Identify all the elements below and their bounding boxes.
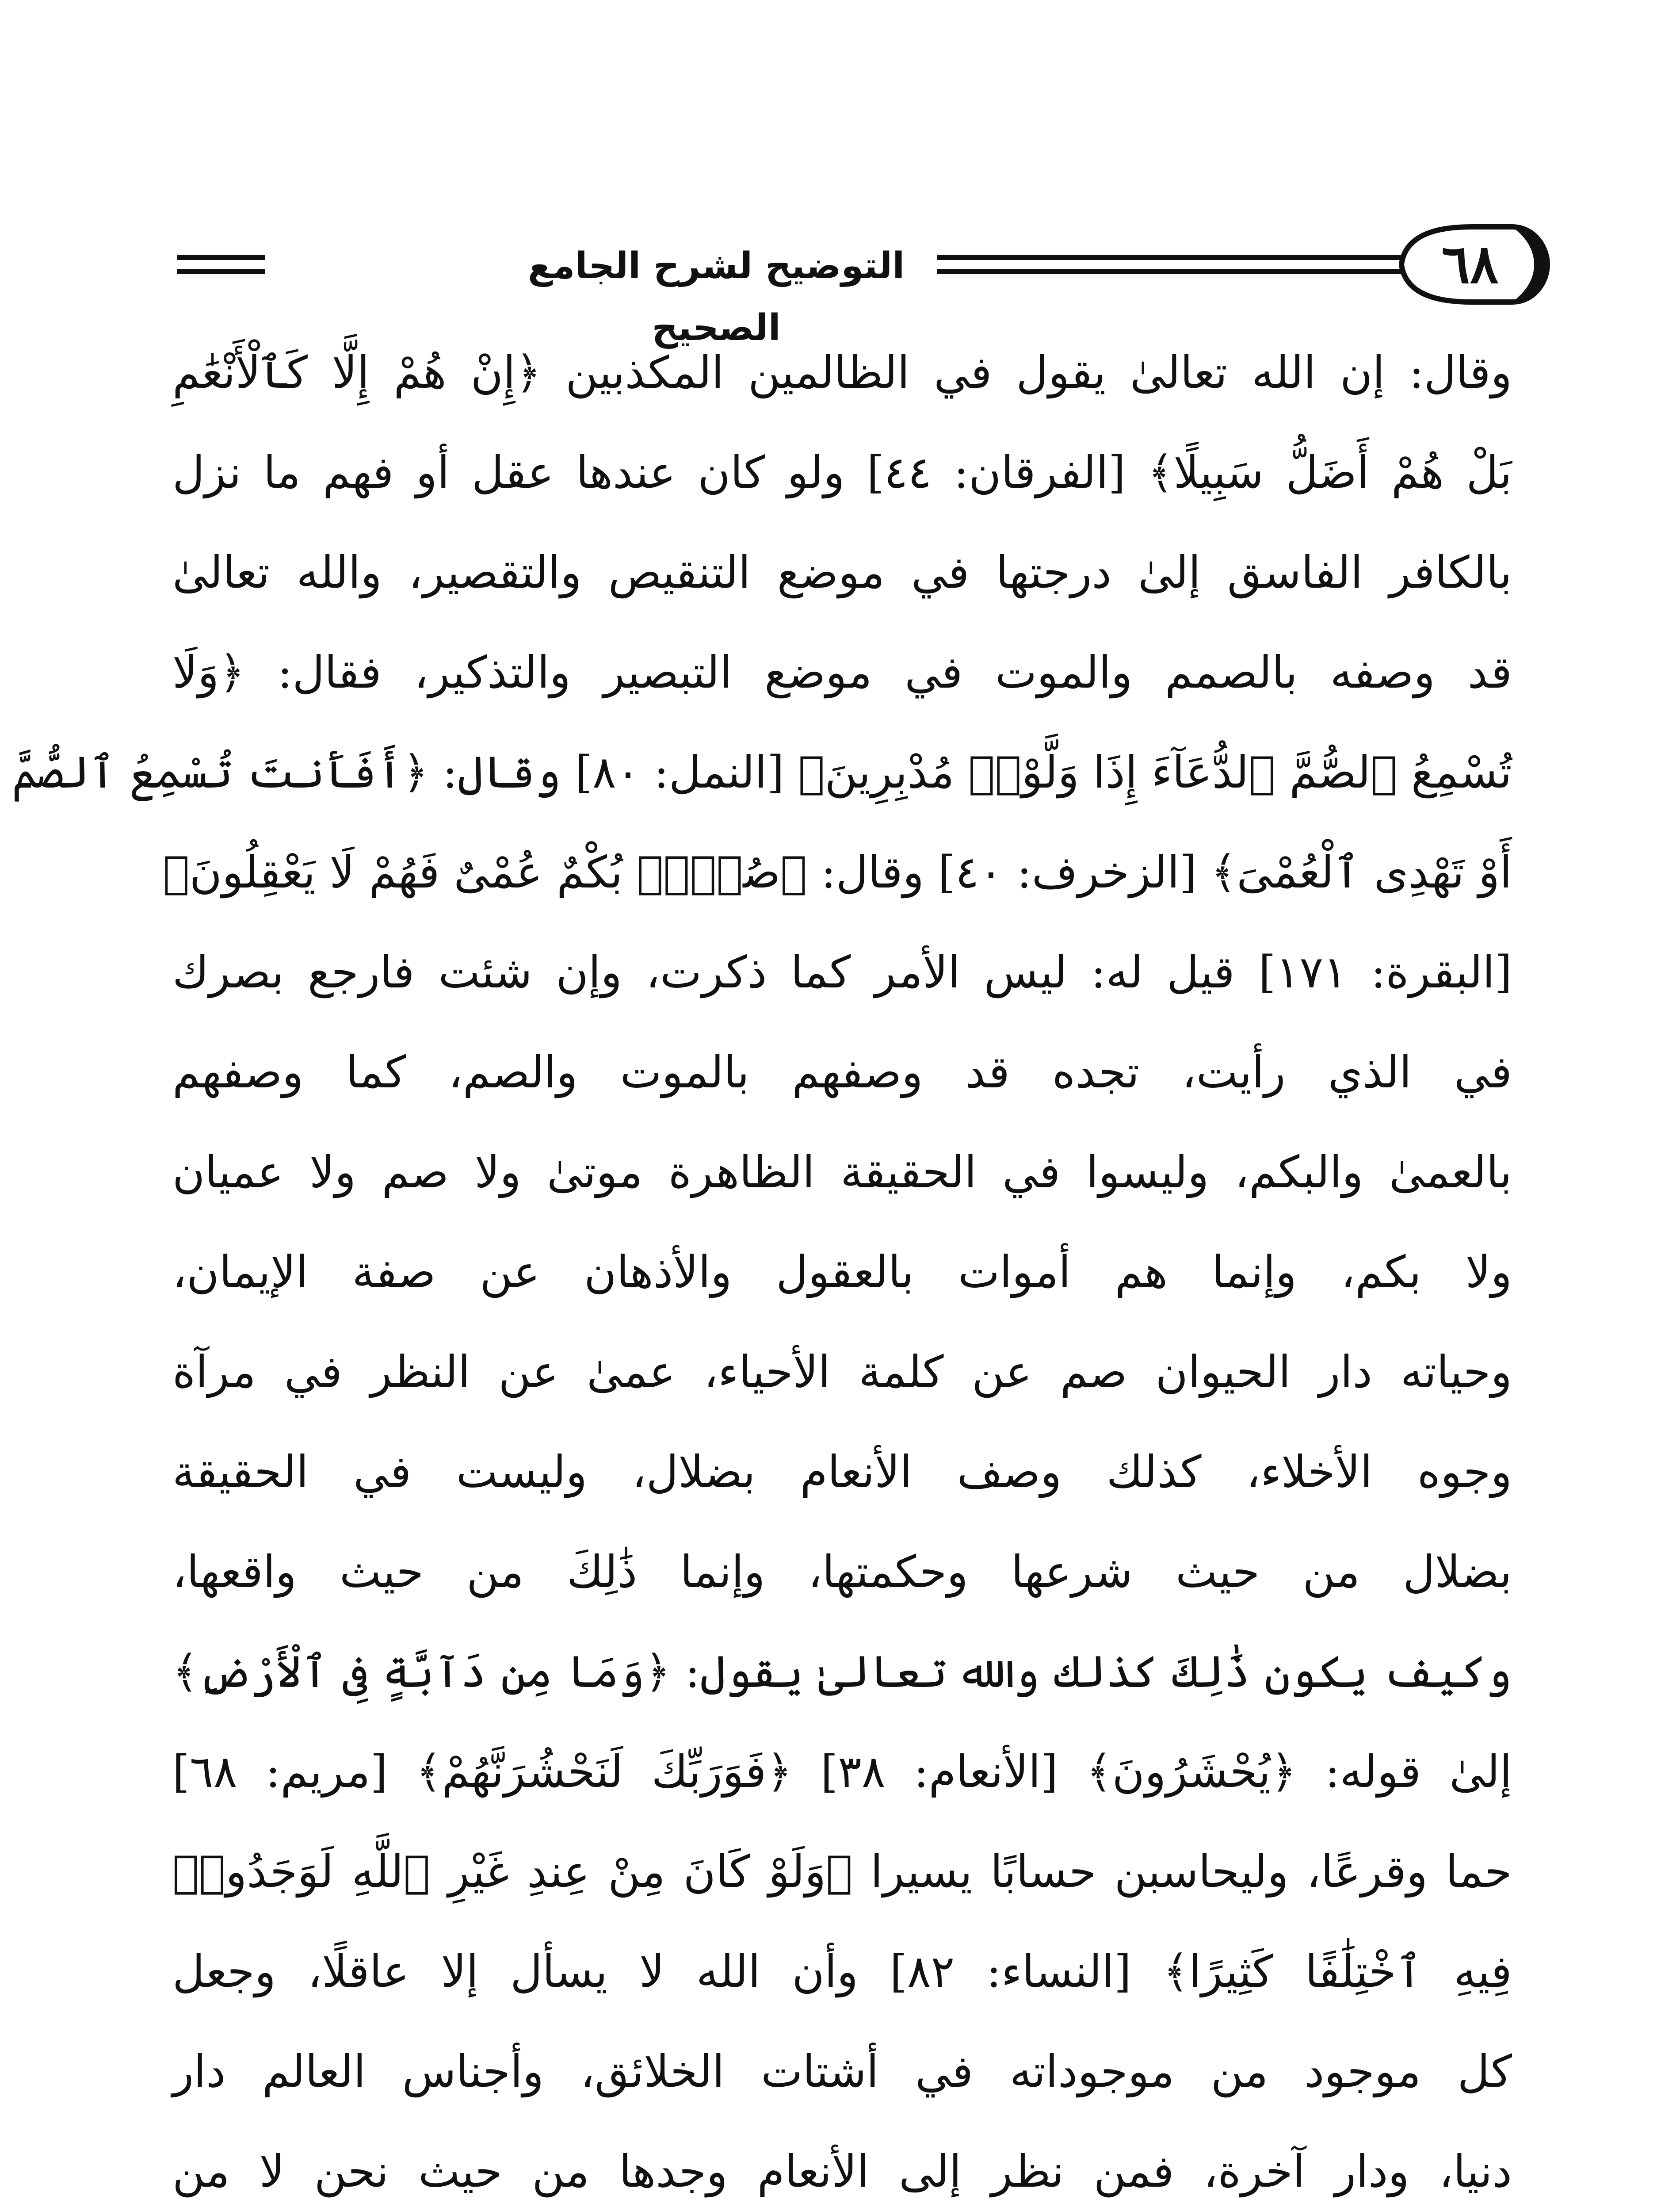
text-line: ولا بكم، وإنما هم أموات بالعقول والأذهان عن صفة الإيمان، [172, 1246, 1512, 1298]
text-line: في الذي رأيت، تجده قد وصفهم بالموت والصم، كما وصفهم [172, 1046, 1512, 1098]
text-line: [البقرة: ١٧١] قيل له: ليس الأمر كما ذكرت، وإن شئت فارجع بصرك [172, 946, 1512, 998]
text-line: حما وقرعًا، وليحاسبن حسابًا يسيرا ﴿وَلَوْ كَانَ مِنْ عِندِ غَيْرِ ٱللَّهِ لَوَجَدُوا۟ [172, 1846, 1512, 1897]
text-line: دنيا، ودار آخرة، فمن نظر إلى الأنعام وجدها من حيث نحن لا من [172, 2146, 1512, 2197]
text-line: بالعمىٰ والبكم، وليسوا في الحقيقة الظاهرة موتىٰ ولا صم ولا عميان [172, 1146, 1512, 1198]
running-title: التوضيح لشرح الجامع الصحيح [495, 235, 937, 297]
text-line: قد وصفه بالصمم والموت في موضع التبصير والتذكير، فقال: ﴿وَلَا [172, 646, 1512, 698]
text-line: وجوه الأخلاء، كذلك وصف الأنعام بضلال، وليست في الحقيقة [172, 1446, 1512, 1498]
page-header [168, 211, 1539, 349]
text-line: وحياته دار الحيوان صم عن كلمة الأحياء، عمىٰ عن النظر في مرآة [172, 1346, 1512, 1398]
text-line: كل موجود من موجوداته في أشتات الخلائق، وأجناس العالم دار [172, 2046, 1512, 2097]
text-line: تُسْمِعُ ٱلصُّمَّ ٱلدُّعَآءَ إِذَا وَلَّوْا۟ مُدْبِرِينَ﴾ [النمل: ٨٠] وقال: ﴿أَفَأَنتَ تُسْمِعُ ٱلصُّمَّ [11, 746, 1512, 798]
text-line: وقال: إن الله تعالىٰ يقول في الظالمين المكذبين ﴿إِنْ هُمْ إِلَّا كَٱلْأَنْعَٰمِ [172, 347, 1512, 398]
text-line: بَلْ هُمْ أَضَلُّ سَبِيلًا﴾ [الفرقان: ٤٤] ولو كان عندها عقل أو فهم ما نزل [172, 447, 1512, 498]
text-line: فِيهِ ٱخْتِلَٰفًا كَثِيرًا﴾ [النساء: ٨٢] وأن الله لا يسأل إلا عاقلًا، وجعل [172, 1946, 1512, 1997]
text-line: بضلال من حيث شرعها وحكمتها، وإنما ذَٰلِكَ من حيث واقعها، [172, 1546, 1512, 1598]
text-line: وكيف يكون ذَٰلِكَ كذلك والله تعالىٰ يقول: ﴿وَمَا مِن دَآبَّةٍ فِى ٱلْأَرْضِ﴾ [172, 1646, 1512, 1698]
text-line: بالكافر الفاسق إلىٰ درجتها في موضع التنقيص والتقصير، والله تعالىٰ [172, 547, 1512, 598]
main-text [11, 323, 1512, 2211]
text-line: إلىٰ قوله: ﴿يُحْشَرُونَ﴾ [الأنعام: ٣٨] ﴿فَوَرَبِّكَ لَنَحْشُرَنَّهُمْ﴾ [مريم: ٦٨] [172, 1746, 1512, 1798]
text-line: أَوْ تَهْدِى ٱلْعُمْىَ﴾ [الزخرف: ٤٠] وقال: ﴿صُمٌّۢ بُكْمٌ عُمْىٌ فَهُمْ لَا يَعْقِلُونَ﴾ [163, 846, 1512, 898]
page-number: ٦٨ [1441, 233, 1499, 295]
